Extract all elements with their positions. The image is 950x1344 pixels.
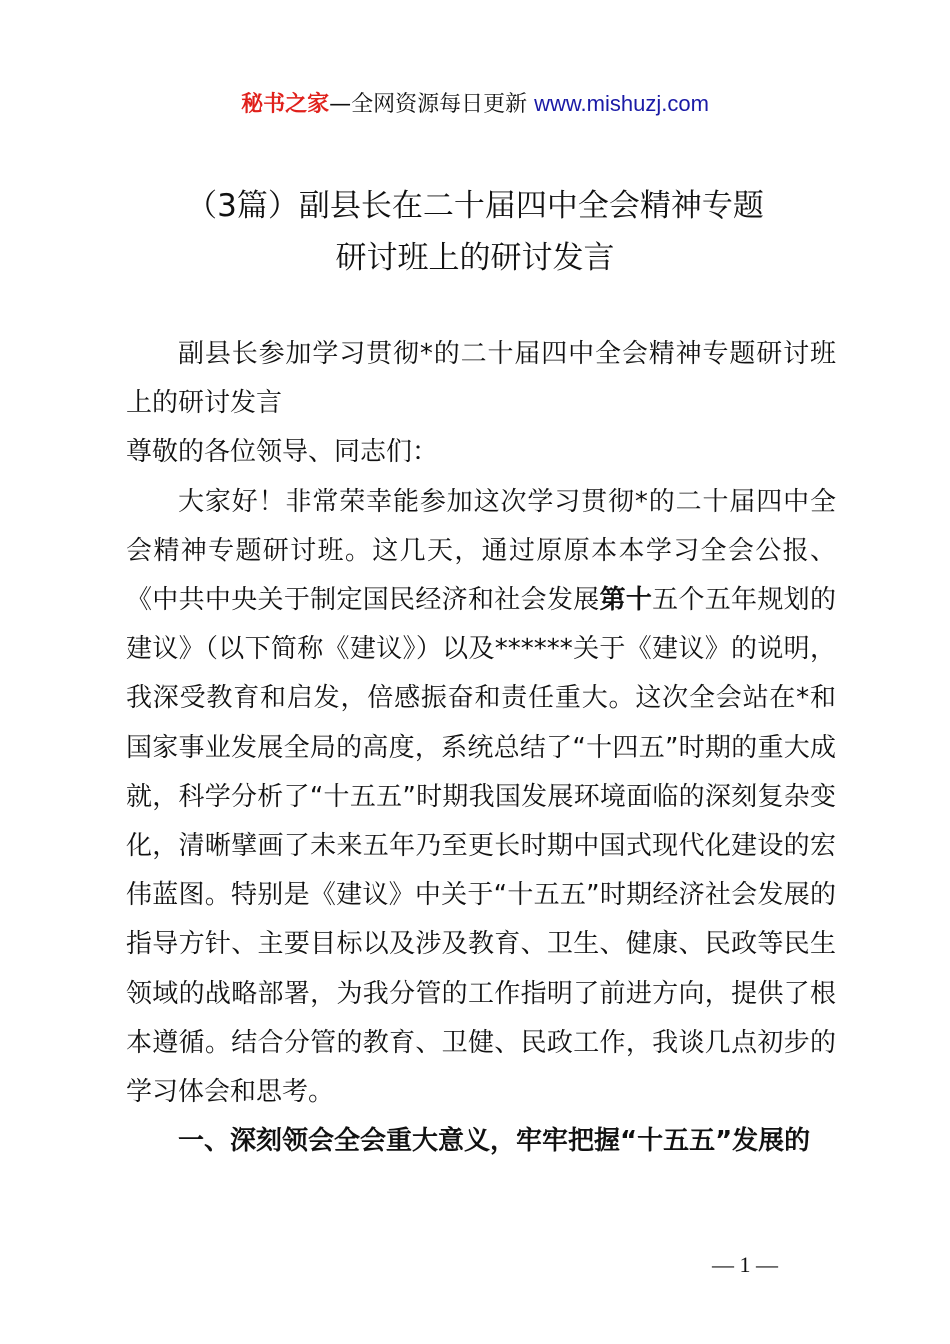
- document-title-line-1: （3篇）副县长在二十届四中全会精神专题: [186, 188, 764, 224]
- page-number: — 1 —: [712, 1252, 778, 1277]
- paragraph-intro-text-1: 大家好！非常荣幸能参加这次学习贯彻*的二十届四中全会精神专题研讨班。这几天，通过原原本本学习全会公报、《中共中央关于制定国民经济和社会发展: [126, 486, 836, 616]
- document-body: [126, 330, 836, 1166]
- section-heading-1: 一、深刻领会全会重大意义，牢牢把握“十五五”发展的: [178, 1126, 811, 1157]
- paragraph-intro-bold: 第十: [599, 585, 653, 616]
- paragraph-intro-text-2: 五个五年规划的建议》（以下简称《建议》）以及******关于《建议》的说明，我深受教育和启发，倍感振奋和责任重大。这次全会站在*和国家事业发展全局的高度，系统总结了“十四五”时期的重大成就，科学分析了“十五五”时期我国发展环境面临的深刻复杂变化，清晰擘画了未来五年乃至更长时期中国式现代化建设的宏伟蓝图。特别是《建议》中关于“十五五”时期经济社会发展的指导方针、主要目标以及涉及教育、卫生、健康、民政等民生领域的战略部署，为我分管的工作指明了前进方向，提供了根本遵循。结合分管的教育、卫健、民政工作，我谈几点初步的学习体会和思考。: [126, 585, 836, 1108]
- site-header: [0, 86, 950, 123]
- paragraph-intro: [126, 478, 836, 1118]
- site-url-link[interactable]: www.mishuzj.com: [534, 91, 709, 116]
- site-name: 秘书之家: [241, 92, 330, 117]
- document-subtitle: 副县长参加学习贯彻*的二十届四中全会精神专题研讨班上的研讨发言: [126, 339, 836, 419]
- document-title: [100, 180, 850, 284]
- salutation: 尊敬的各位领导、同志们：: [126, 437, 439, 468]
- document-title-line-2: 研讨班上的研讨发言: [335, 240, 615, 276]
- site-tagline: —全网资源每日更新: [329, 92, 535, 117]
